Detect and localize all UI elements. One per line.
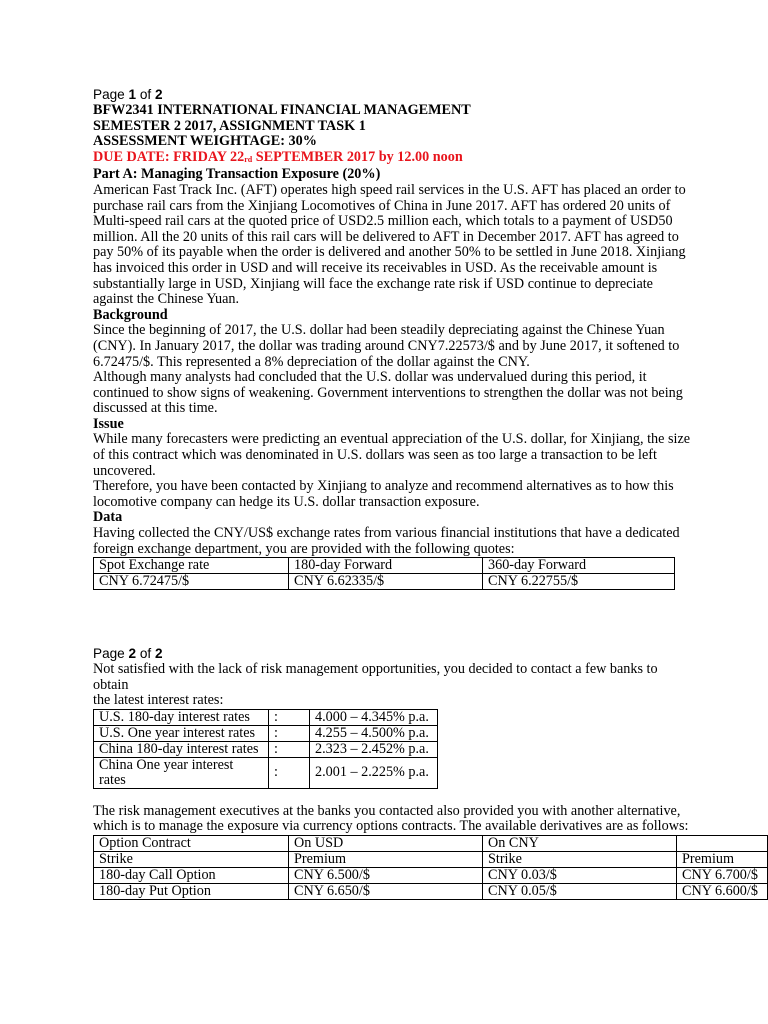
table-cell <box>677 835 768 851</box>
table-cell: CNY 6.500/$ <box>289 867 483 883</box>
interest-rate-table <box>93 709 438 789</box>
table-cell: 360-day Forward <box>483 558 675 574</box>
rates-line-b: the latest interest rates: <box>93 692 224 709</box>
background-paragraph-1: Since the beginning of 2017, the U.S. dollar had been steadily depreciating against the Chinese Yuan (CNY). In January 2017, the dollar was trading around CNY7.22573/$ and by June 2017, it softened to 6.72475/$. This represented a 8% depreciation of the dollar against the CNY. <box>93 322 680 370</box>
table-cell: Strike <box>483 851 677 867</box>
table-cell: 180-day Put Option <box>94 883 289 899</box>
table-cell: CNY 6.700/$ <box>677 867 768 883</box>
page-2 <box>93 646 758 900</box>
issue-line-a: While many forecasters were predicting an eventual appreciation of the U.S. dollar, for Xinjiang, the size <box>93 431 691 448</box>
data-line-a: Having collected the CNY/US$ exchange rates from various financial institutions that have a dedicated <box>93 525 680 542</box>
table-cell: Premium <box>289 851 483 867</box>
table-cell: : <box>269 757 310 788</box>
options-line-a: The risk management executives at the banks you contacted also provided you with another alternative, <box>93 802 681 819</box>
table-cell: Spot Exchange rate <box>94 558 289 574</box>
table-row <box>94 574 675 590</box>
table-row <box>94 835 768 851</box>
page-total: 2 <box>154 87 163 102</box>
course-title: BFW2341 INTERNATIONAL FINANCIAL MANAGEMENT <box>93 102 471 118</box>
table-cell: CNY 0.03/$ <box>483 867 677 883</box>
exchange-rate-table <box>93 557 675 590</box>
table-cell: 2.001 – 2.225% p.a. <box>310 757 438 788</box>
table-row <box>94 757 438 788</box>
table-cell: On USD <box>289 835 483 851</box>
table-cell: Option Contract <box>94 835 289 851</box>
table-cell: : <box>269 741 310 757</box>
table-cell: China One year interest rates <box>94 757 269 788</box>
table-cell: CNY 6.72475/$ <box>94 574 289 590</box>
options-table <box>93 835 768 900</box>
table-cell: CNY 6.600/$ <box>677 883 768 899</box>
table-cell: 4.000 – 4.345% p.a. <box>310 709 438 725</box>
table-cell: 4.255 – 4.500% p.a. <box>310 725 438 741</box>
rates-line-a: Not satisfied with the lack of risk management opportunities, you decided to contact a few banks to obtain <box>93 661 658 693</box>
table-cell: Premium <box>677 851 768 867</box>
table-cell: : <box>269 709 310 725</box>
issue-paragraph-2: Therefore, you have been contacted by Xinjiang to analyze and recommend alternatives as to how this locomotive company can hedge its U.S. dollar transaction exposure. <box>93 478 674 510</box>
page-number: 1 <box>128 87 137 102</box>
page-2-label <box>93 646 693 662</box>
due-date-part-b: SEPTEMBER 2017 by 12.00 noon <box>252 148 463 165</box>
table-row <box>94 709 438 725</box>
data-line-b: foreign exchange department, you are provided with the following quotes: <box>93 540 515 557</box>
semester-title: SEMESTER 2 2017, ASSIGNMENT TASK 1 <box>93 117 366 134</box>
table-row <box>94 867 768 883</box>
data-heading: Data <box>93 509 123 526</box>
weightage-title: ASSESSMENT WEIGHTAGE: 30% <box>93 133 317 150</box>
table-cell: CNY 6.62335/$ <box>289 574 483 590</box>
table-row <box>94 851 768 867</box>
page-label-of: of <box>136 646 155 661</box>
intro-paragraph: American Fast Track Inc. (AFT) operates high speed rail services in the U.S. AFT has placed an order to purchase rail cars from the Xinjiang Locomotives of China in June 2017. AFT has ordered 20 units of Multi-speed rail cars at the quoted price of USD2.5 million each, which totals to a payment of USD50 million. All the 20 units of this rail cars will be delivered to AFT in December 2017. AFT has agreed to pay 50% of its payable when the order is delivered and another 50% to be settled in June 2018. Xinjiang has invoiced this order in USD and will receive its receivables in USD. As the receivable amount is substantially large in USD, Xinjiang will face the exchange rate risk if USD continue to depreciate against the Chinese Yuan. <box>93 181 686 308</box>
table-cell: China 180-day interest rates <box>94 741 269 757</box>
due-date-part-a: DUE DATE: FRIDAY 22 <box>93 148 245 165</box>
options-line-b: which is to manage the exposure via currency options contracts. The available derivatives are as follows: <box>93 818 689 835</box>
table-row <box>94 883 768 899</box>
table-row <box>94 558 675 574</box>
table-cell: CNY 0.05/$ <box>483 883 677 899</box>
background-heading: Background <box>93 306 168 323</box>
background-paragraph-2: Although many analysts had concluded that the U.S. dollar was undervalued during this period, it continued to show signs of weakening. Government interventions to strengthen the dollar was not being discussed at this time. <box>93 369 683 417</box>
page-number: 2 <box>128 646 137 661</box>
issue-heading: Issue <box>93 415 124 432</box>
page-label-of: of <box>136 87 155 102</box>
due-date-suffix: rd <box>244 154 253 164</box>
table-cell: 180-day Forward <box>289 558 483 574</box>
page-label-prefix: Page <box>93 646 129 661</box>
table-cell: U.S. One year interest rates <box>94 725 269 741</box>
page-1-label <box>93 87 693 103</box>
issue-line-b: of this contract which was denominated in U.S. dollars was seen as too large a transaction to be left uncovered. <box>93 447 657 479</box>
table-row <box>94 741 438 757</box>
page-label-prefix: Page <box>93 87 129 102</box>
table-cell: : <box>269 725 310 741</box>
table-cell: CNY 6.22755/$ <box>483 574 675 590</box>
table-row <box>94 725 438 741</box>
page-total: 2 <box>154 646 163 661</box>
spacer <box>93 789 693 804</box>
table-cell: 2.323 – 2.452% p.a. <box>310 741 438 757</box>
table-cell: On CNY <box>483 835 677 851</box>
page-1 <box>93 87 693 590</box>
table-cell: U.S. 180-day interest rates <box>94 709 269 725</box>
part-a-heading: Part A: Managing Transaction Exposure (20%) <box>93 166 381 183</box>
table-cell: 180-day Call Option <box>94 867 289 883</box>
due-date <box>93 150 693 168</box>
table-cell: CNY 6.650/$ <box>289 883 483 899</box>
table-cell: Strike <box>94 851 289 867</box>
